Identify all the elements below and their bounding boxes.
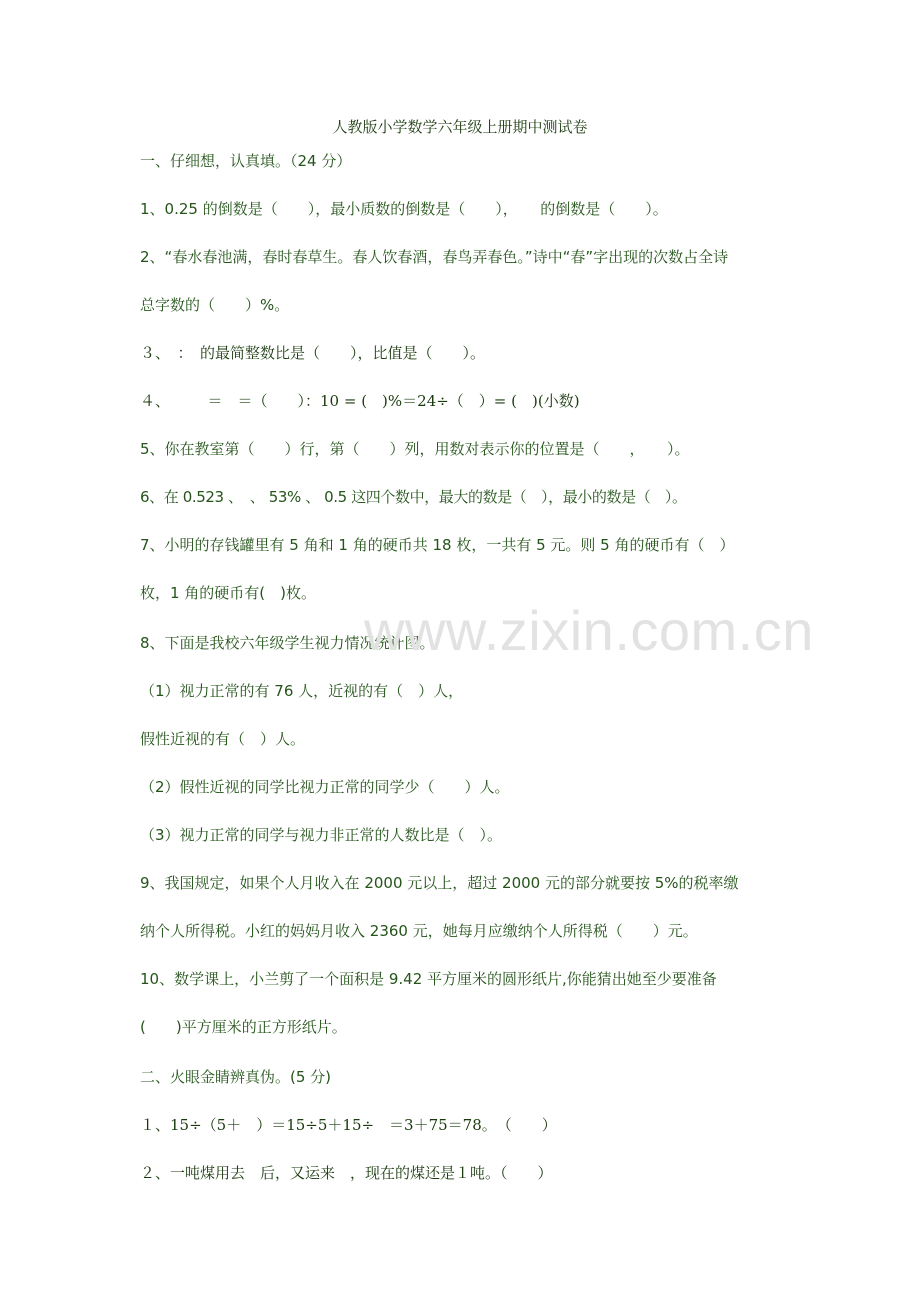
document-title: 人教版小学数学六年级上册期中测试卷 (332, 118, 588, 136)
question-8-part-3: （3）视力正常的同学与视力非正常的人数比是（ ）。 (140, 826, 503, 844)
question-8-part-1-line-1: （1）视力正常的有 76 人，近视的有（ ）人， (140, 682, 464, 700)
question-8: 8、下面是我校六年级学生视力情况统计图。 (140, 634, 435, 652)
question-6: 6、在 0.523 、 、 53% 、 0.5 这四个数中，最大的数是（ ），最小的数是（ ）。 (140, 488, 687, 506)
question-9-line-2: 纳个人所得税。小红的妈妈月收入 2360 元，她每月应缴纳个人所得税（ ）元。 (140, 922, 698, 940)
question-2-line-2: 总字数的（ ）%。 (140, 296, 290, 314)
question-1: 1、0.25 的倒数是（ ），最小质数的倒数是（ ）， 的倒数是（ ）。 (140, 200, 668, 218)
question-8-part-1-line-2: 假性近视的有（ ）人。 (140, 730, 306, 748)
question-9-line-1: 9、我国规定，如果个人月收入在 2000 元以上，超过 2000 元的部分就要按 5%的税率缴 (140, 874, 739, 892)
question-8-part-2: （2）假性近视的同学比视力正常的同学少（ ）人。 (140, 778, 510, 796)
judge-question-2: ２、一吨煤用去 后，又运来 ，现在的煤还是１吨。（ ） (140, 1164, 553, 1182)
section-2-heading: 二、火眼金睛辨真伪。(5 分) (140, 1068, 332, 1086)
question-10-line-1: 10、数学课上，小兰剪了一个面积是 9.42 平方厘米的圆形纸片,你能猜出她至少要准备 (140, 970, 717, 988)
question-10-line-2: ( )平方厘米的正方形纸片。 (140, 1018, 347, 1036)
question-7-line-1: 7、小明的存钱罐里有 5 角和 1 角的硬币共 18 枚，一共有 5 元。则 5 角的硬币有（ ） (140, 536, 735, 554)
section-1-heading: 一、仔细想，认真填。（24 分） (140, 152, 352, 170)
question-7-line-2: 枚，1 角的硬币有( )枚。 (140, 584, 317, 602)
question-5: 5、你在教室第（ ）行，第（ ）列，用数对表示你的位置是（ ， ）。 (140, 440, 690, 458)
question-2-line-1: 2、“春水春池满，春时春草生。春人饮春酒，春鸟弄春色。”诗中“春”字出现的次数占全诗 (140, 248, 729, 266)
watermark: www.zixin.com.cn (364, 599, 814, 662)
question-4: ４、 ＝ ＝（ ）：10 = ( )%＝24÷（ ）= ( )(小数) (140, 392, 580, 410)
question-3: ３、 ： 的最简整数比是（ ），比值是（ ）。 (140, 344, 486, 362)
judge-question-1: １、15÷（5＋ ）＝15÷5＋15÷ ＝3＋75＝78。 （ ） (140, 1116, 557, 1134)
